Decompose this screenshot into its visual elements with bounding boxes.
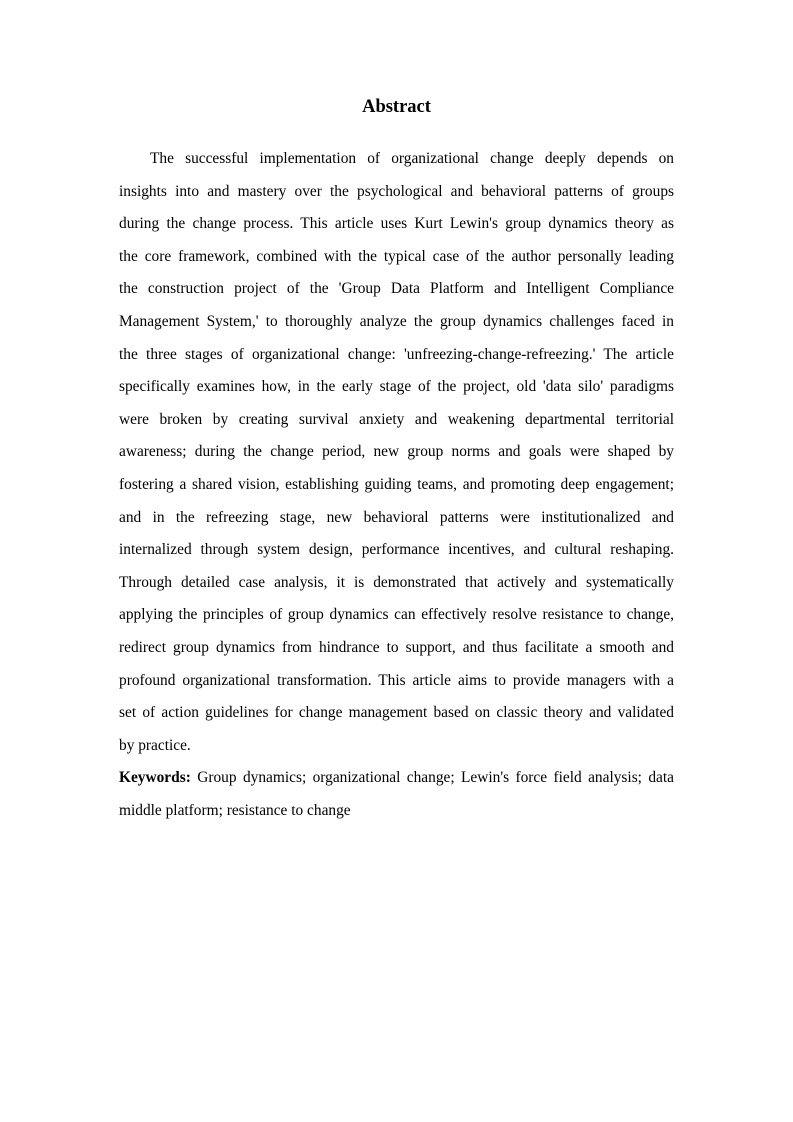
abstract-line: fostering a shared vision, establishing guiding teams, and promoting deep engagement; (119, 475, 674, 493)
keywords-label: Keywords: (119, 769, 191, 787)
abstract-line: by practice. (119, 736, 191, 754)
keywords-text-continued: middle platform; resistance to change (119, 801, 351, 819)
abstract-line: insights into and mastery over the psychological and behavioral patterns of groups (119, 182, 674, 200)
abstract-title: Abstract (362, 97, 431, 117)
abstract-line: profound organizational transformation. This article aims to provide managers with a (119, 671, 674, 689)
abstract-line: the core framework, combined with the typical case of the author personally leading (119, 247, 674, 265)
keywords-text: Group dynamics; organizational change; Lewin's force field analysis; data (197, 769, 674, 787)
abstract-line: Through detailed case analysis, it is demonstrated that actively and systematically (119, 573, 674, 591)
abstract-line: Management System,' to thoroughly analyze the group dynamics challenges faced in (119, 312, 674, 330)
abstract-line: applying the principles of group dynamics can effectively resolve resistance to change, (119, 606, 674, 624)
abstract-body (119, 148, 674, 832)
abstract-line: set of action guidelines for change management based on classic theory and validated (119, 704, 674, 722)
abstract-line: internalized through system design, performance incentives, and cultural reshaping. (119, 541, 674, 559)
abstract-line: redirect group dynamics from hindrance to support, and thus facilitate a smooth and (119, 638, 674, 656)
abstract-line: were broken by creating survival anxiety and weakening departmental territorial (119, 410, 674, 428)
abstract-line: specifically examines how, in the early stage of the project, old 'data silo' paradigms (119, 378, 674, 396)
abstract-line: awareness; during the change period, new group norms and goals were shaped by (119, 443, 674, 461)
abstract-line: the three stages of organizational change: 'unfreezing-change-refreezing.' The article (119, 345, 674, 363)
abstract-line: The successful implementation of organizational change deeply depends on (150, 150, 674, 167)
abstract-line: during the change process. This article uses Kurt Lewin's group dynamics theory as (119, 215, 674, 233)
abstract-line: the construction project of the 'Group Data Platform and Intelligent Compliance (119, 280, 674, 298)
keywords-line (119, 767, 674, 800)
abstract-line: and in the refreezing stage, new behavioral patterns were institutionalized and (119, 508, 674, 526)
